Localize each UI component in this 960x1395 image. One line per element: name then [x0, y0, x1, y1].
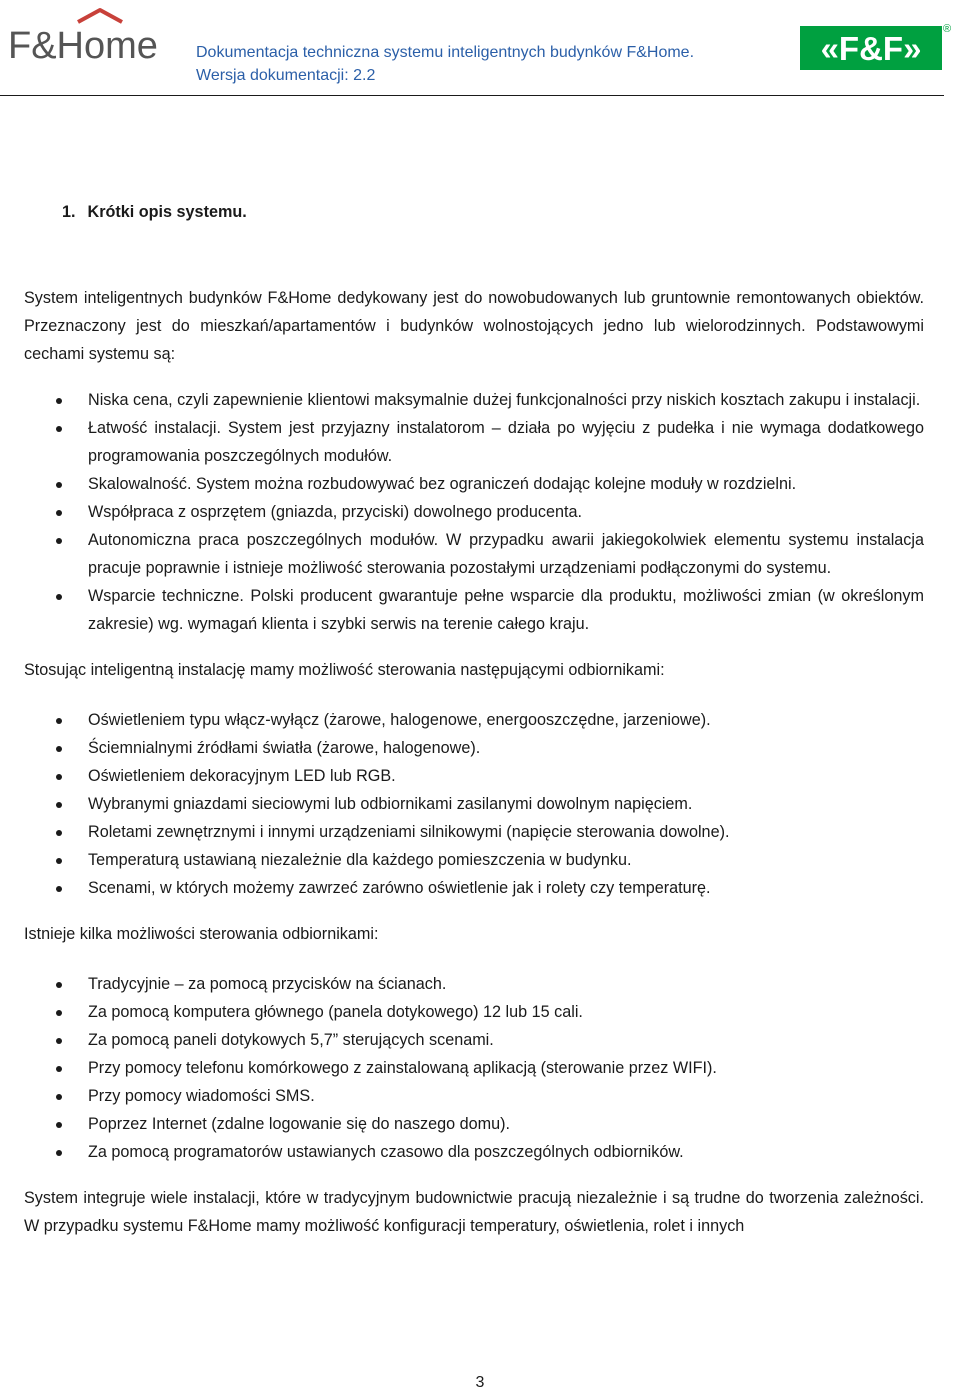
svg-text:«F&F»: «F&F» [820, 30, 922, 67]
list-item: Roletami zewnętrznymi i innymi urządzeniami silnikowymi (napięcie sterowania dowolne). [24, 818, 924, 846]
bullet-icon [56, 774, 62, 780]
list-item: Wybranymi gniazdami sieciowymi lub odbiornikami zasilanymi dowolnym napięciem. [24, 790, 924, 818]
bullet-icon [56, 1038, 62, 1044]
svg-text:F&Home: F&Home [8, 25, 158, 66]
bullet-icon [56, 594, 62, 600]
features-list [24, 386, 924, 638]
list-item: Tradycyjnie – za pomocą przycisków na ścianach. [24, 970, 924, 998]
header-divider [0, 95, 944, 96]
bullet-icon [56, 746, 62, 752]
page-number: 3 [475, 1374, 485, 1391]
fhome-logo [8, 6, 158, 66]
bullet-icon [56, 1150, 62, 1156]
list-item: Za pomocą paneli dotykowych 5,7” sterujących scenami. [24, 1026, 924, 1054]
list-item: Temperaturą ustawianą niezależnie dla każdego pomieszczenia w budynku. [24, 846, 924, 874]
control-methods-list [24, 970, 924, 1166]
bullet-icon [56, 1094, 62, 1100]
svg-text:®: ® [942, 23, 952, 35]
list-item: Skalowalność. System można rozbudowywać bez ograniczeń dodając kolejne moduły w rozdzielni. [24, 470, 924, 498]
bullet-icon [56, 538, 62, 544]
page-header [0, 0, 960, 100]
list-item: Ściemnialnymi źródłami światła (żarowe, halogenowe). [24, 734, 924, 762]
receivers-list [24, 706, 924, 902]
control-intro: Istnieje kilka możliwości sterowania odbiornikami: [24, 925, 379, 943]
list-item: Scenami, w których możemy zawrzeć zarówno oświetlenie jak i rolety czy temperaturę. [24, 874, 924, 902]
bullet-icon [56, 886, 62, 892]
bullet-icon [56, 426, 62, 432]
list-item: Oświetleniem typu włącz-wyłącz (żarowe, halogenowe, energooszczędne, jarzeniowe). [24, 706, 924, 734]
document-title-line1: Dokumentacja techniczna systemu inteligentnych budynków F&Home. [196, 44, 695, 61]
list-item: Łatwość instalacji. System jest przyjazny instalatorom – działa po wyjęciu z pudełka i nie wymaga dodatkowego programowania poszczególnych modułów. [24, 414, 924, 470]
document-body [24, 198, 924, 1240]
receivers-intro: Stosując inteligentną instalację mamy możliwość sterowania następującymi odbiornikami: [24, 661, 665, 679]
list-item: Za pomocą programatorów ustawianych czasowo dla poszczególnych odbiorników. [24, 1138, 924, 1166]
list-item: Przy pomocy telefonu komórkowego z zainstalowaną aplikacją (sterowanie przez WIFI). [24, 1054, 924, 1082]
bullet-icon [56, 982, 62, 988]
section-title: Krótki opis systemu. [87, 203, 247, 221]
list-item: Niska cena, czyli zapewnienie klientowi maksymalnie dużej funkcjonalności przy niskich kosztach zakupu i instalacji. [24, 386, 924, 414]
section-heading [62, 198, 924, 226]
document-version: Wersja dokumentacji: 2.2 [196, 67, 376, 84]
list-item: Wsparcie techniczne. Polski producent gwarantuje pełne wsparcie dla produktu, możliwości zmian (w określonym zakresie) wg. wymagań klienta i szybki serwis na terenie całego kraju. [24, 582, 924, 638]
bullet-icon [56, 398, 62, 404]
bullet-icon [56, 1010, 62, 1016]
section-number: 1. [62, 203, 76, 221]
bullet-icon [56, 718, 62, 724]
bullet-icon [56, 482, 62, 488]
intro-paragraph: System inteligentnych budynków F&Home dedykowany jest do nowobudowanych lub gruntownie remontowanych obiektów. Przeznaczony jest do mieszkań/apartamentów i budynków wolnostojących jedno lub wielorodzinnych. Podstawowymi cechami systemu są: [24, 289, 924, 363]
bullet-icon [56, 1066, 62, 1072]
bullet-icon [56, 510, 62, 516]
list-item: Oświetleniem dekoracyjnym LED lub RGB. [24, 762, 924, 790]
list-item: Za pomocą komputera głównego (panela dotykowego) 12 lub 15 cali. [24, 998, 924, 1026]
list-item: Współpraca z osprzętem (gniazda, przyciski) dowolnego producenta. [24, 498, 924, 526]
bullet-icon [56, 1122, 62, 1128]
list-item: Poprzez Internet (zdalne logowanie się do naszego domu). [24, 1110, 924, 1138]
closing-paragraph: System integruje wiele instalacji, które w tradycyjnym budownictwie pracują niezależnie i są trudne do tworzenia zależności. W przypadku systemu F&Home mamy możliwość konfiguracji temperatury, oświetlenia, rolet i innych [24, 1189, 924, 1235]
list-item: Przy pomocy wiadomości SMS. [24, 1082, 924, 1110]
document-title [196, 41, 694, 87]
bullet-icon [56, 858, 62, 864]
list-item: Autonomiczna praca poszczególnych modułów. W przypadku awarii jakiegokolwiek elementu systemu instalacja pracuje poprawnie i istnieje możliwość sterowania pozostałymi urządzeniami podłączonymi do systemu. [24, 526, 924, 582]
bullet-icon [56, 830, 62, 836]
ff-logo [800, 20, 956, 72]
bullet-icon [56, 802, 62, 808]
